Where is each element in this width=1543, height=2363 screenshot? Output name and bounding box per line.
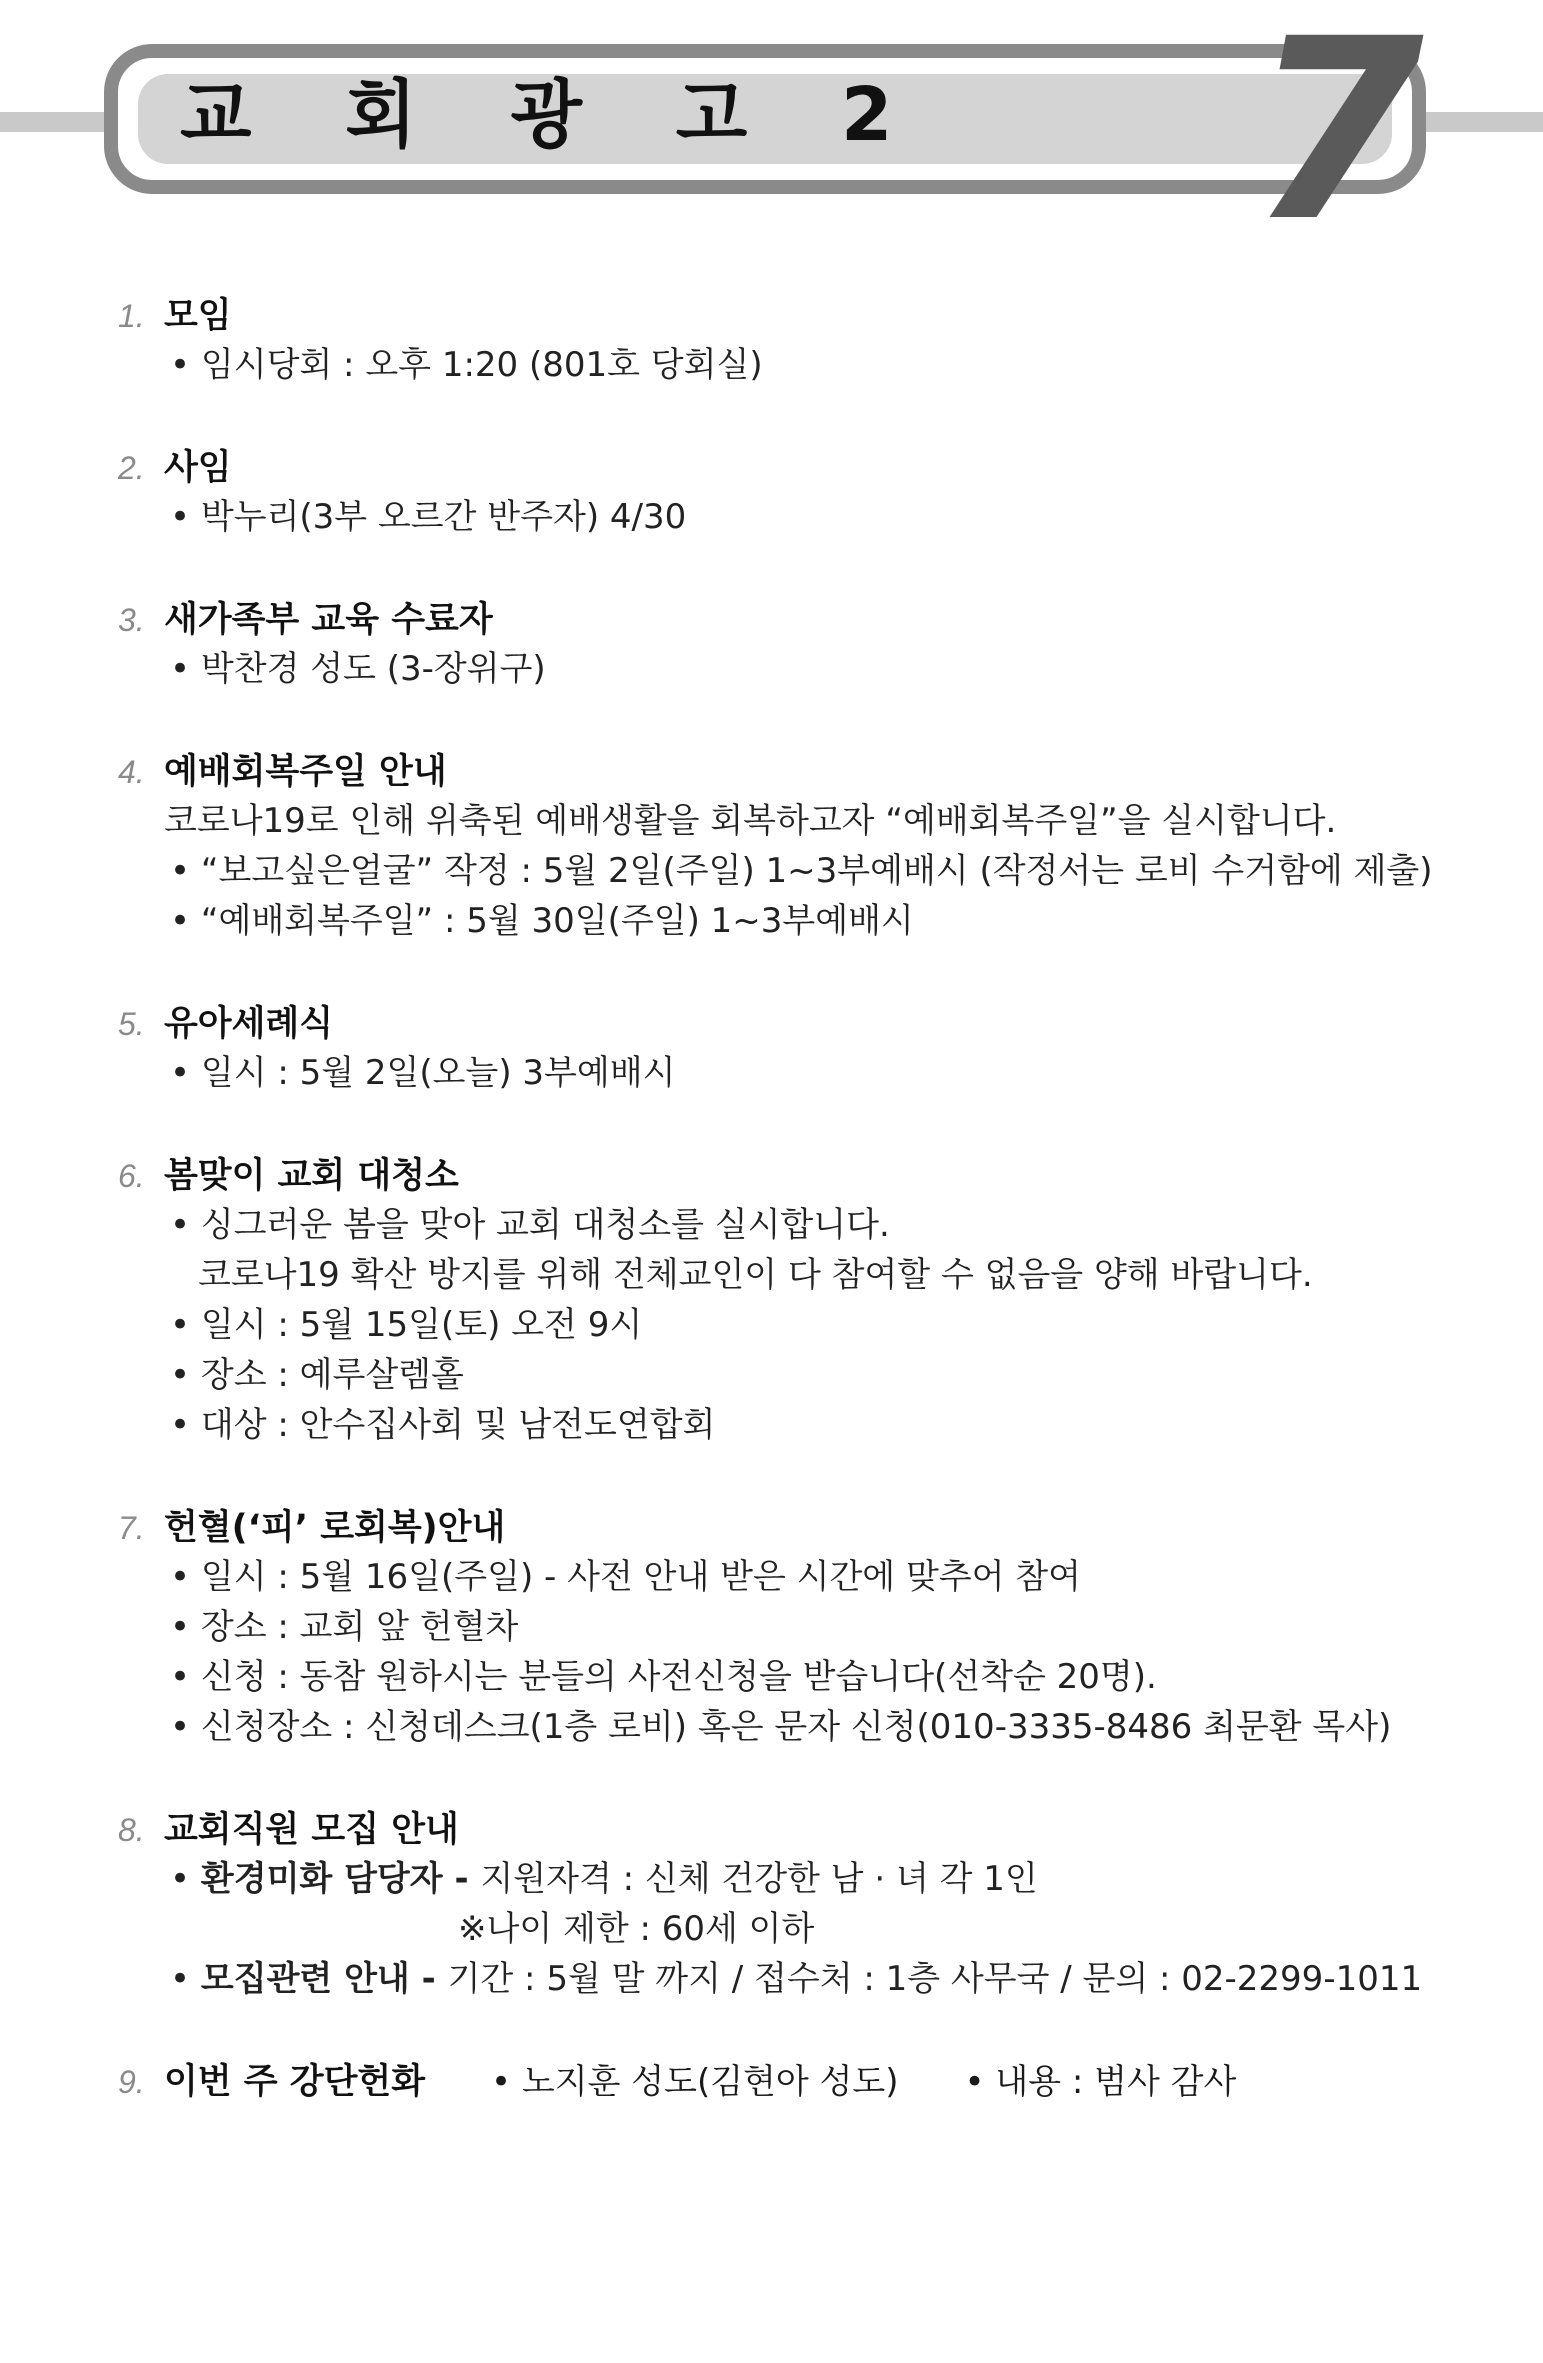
announcement-item <box>118 1500 1438 1752</box>
item-number: 3. <box>118 602 145 638</box>
item-title: 유아세례식 <box>164 1004 334 1044</box>
item-line: • 박찬경 성도 (3-장위구) <box>118 644 1438 694</box>
item-title: 예배회복주일 안내 <box>164 752 447 792</box>
item-title: 모임 <box>164 296 232 336</box>
announcement-item <box>118 744 1438 946</box>
flower-content: • 내용 : 범사 감사 <box>965 2054 1237 2103</box>
flower-donor: • 노지훈 성도(김현아 성도) <box>491 2054 898 2103</box>
item-number: 7. <box>118 1510 145 1546</box>
item-title: 사임 <box>164 448 232 488</box>
item-continuation: 코로나19 확산 방지를 위해 전체교인이 다 참여할 수 없음을 양해 바랍니다. <box>198 1255 1313 1295</box>
announcement-list <box>118 288 1438 2154</box>
recruit-text: 기간 : 5월 말 까지 / 접수처 : 1층 사무국 / 문의 : 02-2299-1011 <box>447 1959 1423 1999</box>
item-line: • 장소 : 교회 앞 헌혈차 <box>118 1602 1438 1652</box>
item-number: 4. <box>118 754 145 790</box>
announcement-item <box>118 592 1438 694</box>
item-line: • “보고싶은얼굴” 작정 : 5월 2일(주일) 1~3부예배시 (작정서는 로비 수거함에 제출) <box>118 846 1438 896</box>
recruit-line <box>118 1954 1438 2004</box>
item-line: • 일시 : 5월 15일(토) 오전 9시 <box>118 1300 1438 1350</box>
item-title: 헌혈(‘피’ 로회복)안내 <box>164 1508 506 1548</box>
item-line: • 대상 : 안수집사회 및 남전도연합회 <box>118 1400 1438 1450</box>
item-intro: 코로나19로 인해 위축된 예배생활을 회복하고자 “예배회복주일”을 실시합니다. <box>164 801 1337 841</box>
announcement-item <box>118 288 1438 390</box>
page-number: 7 <box>1250 0 1424 276</box>
item-line: • 임시당회 : 오후 1:20 (801호 당회실) <box>118 340 1438 390</box>
item-line: • 일시 : 5월 16일(주일) - 사전 안내 받은 시간에 맞추어 참여 <box>118 1552 1438 1602</box>
item-line: • 박누리(3부 오르간 반주자) 4/30 <box>118 492 1438 542</box>
item-line: • “예배회복주일” : 5월 30일(주일) 1~3부예배시 <box>118 896 1438 946</box>
item-number: 2. <box>118 450 145 486</box>
item-number: 5. <box>118 1006 145 1042</box>
item-title: 봄맞이 교회 대청소 <box>164 1156 459 1196</box>
item-number: 1. <box>118 298 145 334</box>
announcement-item <box>118 440 1438 542</box>
recruit-text: 지원자격 : 신체 건강한 남 · 녀 각 1인 <box>480 1859 1038 1899</box>
recruit-label: 환경미화 담당자 - <box>200 1859 481 1899</box>
item-number: 6. <box>118 1158 145 1194</box>
item-line: • 신청 : 동참 원하시는 분들의 사전신청을 받습니다(선착순 20명). <box>118 1652 1438 1702</box>
announcement-item <box>118 996 1438 1098</box>
recruit-note: ※나이 제한 : 60세 이하 <box>458 1909 815 1949</box>
item-title: 교회직원 모집 안내 <box>164 1810 459 1850</box>
item-line: • 싱그러운 봄을 맞아 교회 대청소를 실시합니다. <box>118 1200 1438 1250</box>
item-line: • 일시 : 5월 2일(오늘) 3부예배시 <box>118 1048 1438 1098</box>
item-title: 새가족부 교육 수료자 <box>164 600 493 640</box>
recruit-label: 모집관련 안내 - <box>200 1959 448 1999</box>
page-title: 교 회 광 고 2 <box>180 72 927 158</box>
item-title: 이번 주 강단헌화 <box>164 2062 426 2102</box>
announcement-item <box>118 1802 1438 2004</box>
item-line: • 장소 : 예루살렘홀 <box>118 1350 1438 1400</box>
announcement-item <box>118 1148 1438 1450</box>
item-line: • 신청장소 : 신청데스크(1층 로비) 혹은 문자 신청(010-3335-8486 최문환 목사) <box>118 1702 1438 1752</box>
announcement-item <box>118 2054 1438 2104</box>
item-number: 9. <box>118 2064 145 2100</box>
recruit-line <box>118 1854 1438 1904</box>
item-number: 8. <box>118 1812 145 1848</box>
